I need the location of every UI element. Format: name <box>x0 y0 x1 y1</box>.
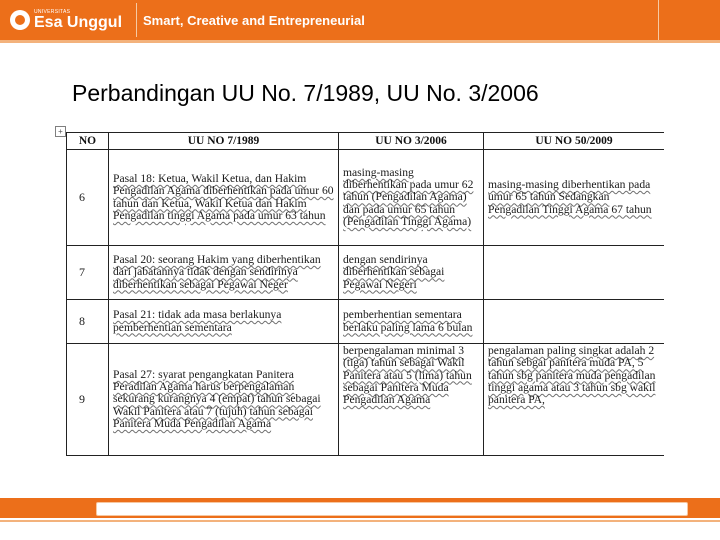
cell-uu-3-2006 <box>339 246 484 300</box>
table-row <box>67 300 665 344</box>
cell-uu-7-1989 <box>109 150 339 246</box>
footer-inner-panel <box>96 502 688 516</box>
cell-uu-50-2009 <box>484 150 665 246</box>
cell-text: Pasal 27: syarat pengangkatan Panitera Peradilan Agama harus berpengalaman sekurang kurangnya 4 (empat) tahun sebagai Wakil Panitera atau 7 (tujuh) tahun sebagai Panitera Muda Pengadilan Agama <box>113 367 321 430</box>
table-row <box>67 246 665 300</box>
cell-uu-7-1989 <box>109 246 339 300</box>
cell-text: pemberhentian sementara berlaku paling lama 6 bulan <box>343 308 473 334</box>
comparison-table <box>66 132 664 456</box>
cell-uu-50-2009 <box>484 300 665 344</box>
cell-uu-7-1989 <box>109 300 339 344</box>
row-number: 7 <box>67 246 109 300</box>
row-number: 6 <box>67 150 109 246</box>
university-logo <box>0 0 128 40</box>
table-move-handle-icon[interactable]: + <box>55 126 66 137</box>
cell-text: Pasal 20: seorang Hakim yang diberhentikan dari jabatannya tidak dengan sendirinya diberhentikan sebagai Pegawai Neger <box>113 253 321 291</box>
cell-uu-3-2006 <box>339 150 484 246</box>
logo-emblem-icon <box>10 10 30 30</box>
column-header-uu-7-1989: UU NO 7/1989 <box>109 133 339 150</box>
cell-uu-3-2006 <box>339 300 484 344</box>
table-row <box>67 150 665 246</box>
comparison-table-region <box>66 132 664 460</box>
logo-name: Esa Unggul <box>34 13 123 31</box>
header-right-panel <box>658 0 720 40</box>
row-number: 8 <box>67 300 109 344</box>
header-bar <box>0 0 720 40</box>
cell-uu-7-1989 <box>109 344 339 456</box>
cell-text: dengan sendirinya diberhentikan sebagai Pegawai Negeri <box>343 253 445 291</box>
table-row <box>67 344 665 456</box>
row-number: 9 <box>67 344 109 456</box>
cell-text: pengalaman paling singkat adalah 2 tahun sebgai panitera muda PA, 5 tahun sbg panitera muda pengadilan tinggi agama atau 3 tahun sbg wakil panitera PA, <box>488 344 656 407</box>
cell-text: masing-masing diberhentikan pada umur 62 tahun (Pengadilan Agama) dan pada umur 65 tahun (Pengadilan Tinggi Agama) <box>343 165 474 228</box>
cell-uu-3-2006 <box>339 344 484 456</box>
cell-text: Pasal 21: tidak ada masa berlakunya pemberhentian sementara <box>113 308 282 334</box>
header-tagline: Smart, Creative and Entrepreneurial <box>143 12 365 28</box>
logo-subtext: UNIVERSITAS <box>34 8 71 15</box>
footer-underline <box>0 520 720 522</box>
cell-text: masing-masing diberhentikan pada umur 65 tahun Sedangkan Pengadilan Tinggi Agama 67 tahun <box>488 178 652 216</box>
cell-uu-50-2009 <box>484 246 665 300</box>
column-header-no: NO <box>67 133 109 150</box>
slide-title: Perbandingan UU No. 7/1989, UU No. 3/2006 <box>72 80 539 106</box>
table-header-row <box>67 133 665 150</box>
column-header-uu-50-2009: UU NO 50/2009 <box>484 133 665 150</box>
footer-band-right <box>696 498 720 518</box>
footer-band-left <box>0 498 90 518</box>
column-header-uu-3-2006: UU NO 3/2006 <box>339 133 484 150</box>
cell-text: Pasal 18: Ketua, Wakil Ketua, dan Hakim Pengadilan Agama diberhentikan pada umur 60 tahun dan Ketua, Wakil Ketua dan Hakim Pengadilan tinggi Agama pada umur 63 tahun <box>113 171 334 222</box>
header-divider <box>136 3 137 37</box>
cell-uu-50-2009 <box>484 344 665 456</box>
header-underline <box>0 40 720 43</box>
cell-text: berpengalaman minimal 3 (tiga) tahun sebagai Wakil Panitera atau 5 (lima) tahun sebagai Panitera Muda Pengadilan Agama <box>343 344 472 407</box>
logo-text <box>34 10 122 31</box>
